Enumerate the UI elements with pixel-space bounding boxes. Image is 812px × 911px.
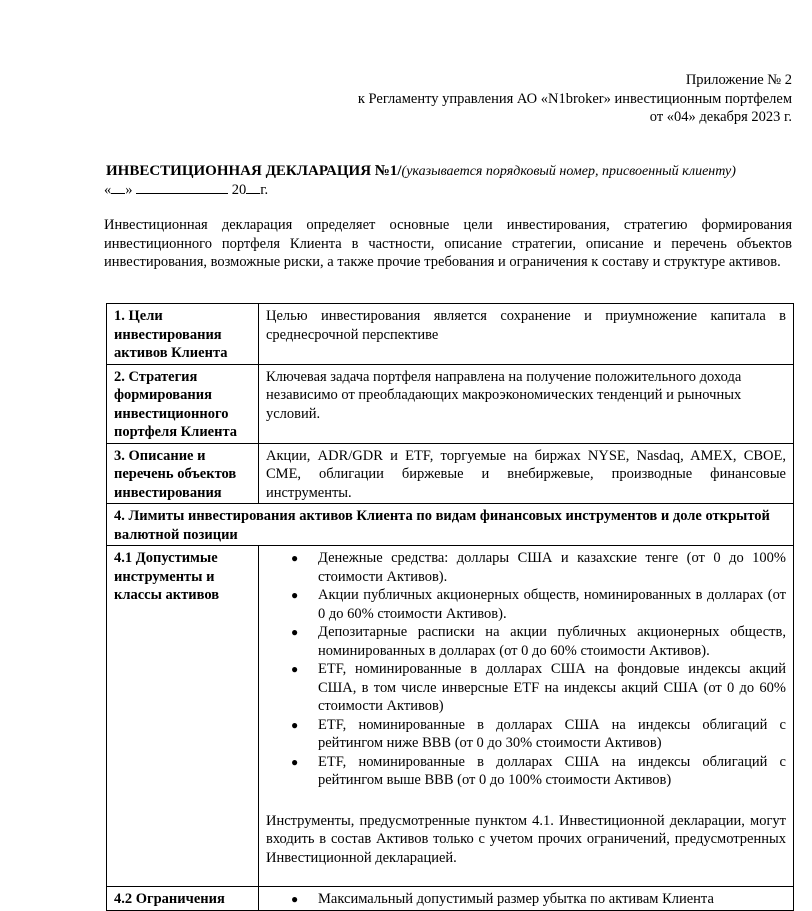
section-4-heading: 4. Лимиты инвестирования активов Клиента по видам финансовых инструментов и доле открытой валютной позиции [107,504,794,546]
day-blank [111,180,125,194]
year-blank [246,180,260,194]
table-row [107,304,794,365]
bullet-icon: ● [291,588,299,602]
declaration-title [106,162,796,181]
list-item-text: Депозитарные расписки на акции публичных акционерных обществ, номинированных в долларах (от 0 до 60% стоимости Активов). [318,624,786,659]
row-value: Акции, ADR/GDR и ETF, торгуемые на биржах NYSE, Nasdaq, AMEX, CBOE, CME, облигации биржевые и внебиржевые, производные финансовые инструменты. [259,443,794,504]
row-value [259,887,794,911]
bullet-icon: ● [291,754,299,769]
year-prefix: 20 [231,182,247,198]
list-item-text: ETF, номинированные в долларах США на индексы облигаций с рейтингом ниже BBB (от 0 до 30% стоимости Активов) [318,716,786,751]
table-row [107,504,794,546]
row-label: 2. Стратегия формирования инвестиционного портфеля Клиента [107,364,259,443]
list-item [291,549,786,586]
row-label: 3. Описание и перечень объектов инвестирования [107,443,259,504]
list-item-text: ETF, номинированные в долларах США на фондовые индексы акций США, в том числе инверсные ETF на индексы акций США (от 0 до 60% стоимости Активов) [318,661,786,714]
month-blank [136,180,228,194]
list-item [291,890,786,909]
document-header [358,71,792,127]
row-label: 4.2 Ограничения [107,887,259,911]
title-main: ИНВЕСТИЦИОННАЯ ДЕКЛАРАЦИЯ №1/ [106,163,402,179]
table-row [107,443,794,504]
list-item [291,586,786,623]
list-item [291,753,786,790]
bullet-icon: ● [291,662,299,676]
year-suffix: г. [260,182,269,198]
list-item-text: Акции публичных акционерных обществ, номинированных в долларах (от 0 до 60% стоимости Активов). [318,587,786,622]
list-item [291,660,786,716]
bullet-icon: ● [291,717,299,732]
table-row [107,364,794,443]
bullet-list [266,890,786,909]
bullet-icon: ● [291,625,299,639]
appendix-number: Приложение № 2 [685,72,792,88]
row-value: Ключевая задача портфеля направлена на получение положительного дохода независимо от преобладающих макроэкономических тенденций и рыночных условий. [259,364,794,443]
list-item-text: Максимальный допустимый размер убытка по активам Клиента [318,891,714,907]
title-note: (указывается порядковый номер, присвоенный клиенту) [401,164,736,179]
list-item [291,623,786,660]
intro-paragraph: Инвестиционная декларация определяет основные цели инвестирования, стратегию формирования инвестиционного портфеля Клиента в частности, описание стратегии, описание и перечень объектов инвестирования, возможные риски, а также прочие требования и ограничения к составу и структуре активов. [104,217,792,270]
bullet-list [266,549,786,790]
instruments-note: Инструменты, предусмотренные пунктом 4.1. Инвестиционной декларации, могут входить в состав Активов только с учетом прочих ограничений, предусмотренных Инвестиционной декларацией. [266,812,786,866]
row-value: Целью инвестирования является сохранение и приумножение капитала в среднесрочной перспективе [259,304,794,365]
appendix-reference: к Регламенту управления АО «N1broker» инвестиционным портфелем [357,90,792,107]
date-open-quote: « [104,182,112,198]
list-item-text: Денежные средства: доллары США и казахские тенге (от 0 до 100% стоимости Активов). [318,550,786,585]
appendix-date: от «04» декабря 2023 г. [649,109,792,125]
declaration-table [106,303,794,911]
list-item [291,716,786,753]
date-close-quote: » [125,182,133,198]
date-line [104,180,268,199]
table-row [107,887,794,911]
bullet-icon: ● [291,892,299,906]
row-label: 1. Цели инвестирования активов Клиента [107,304,259,365]
row-label: 4.1 Допустимые инструменты и классы активов [107,546,259,887]
list-item-text: ETF, номинированные в долларах США на индексы облигаций с рейтингом выше BBB (от 0 до 100% стоимости Активов) [318,753,786,788]
table-row [107,546,794,887]
bullet-icon: ● [291,551,299,565]
row-value [259,546,794,887]
